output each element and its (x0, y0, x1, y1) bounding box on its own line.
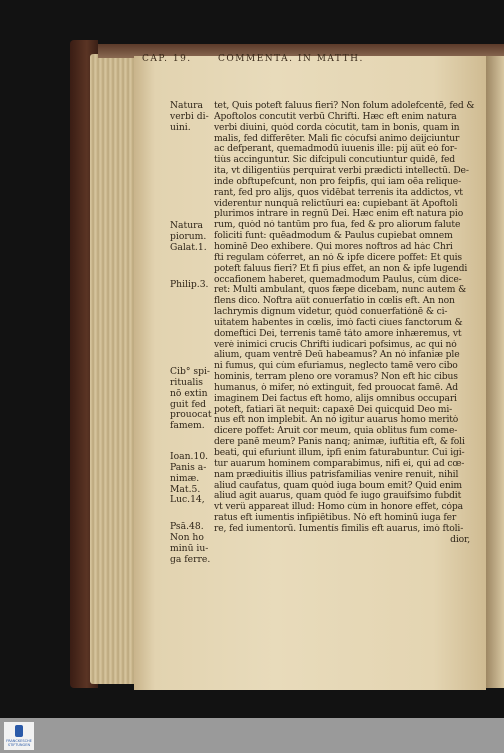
margin-line: Mat.5. (170, 483, 201, 495)
margin-line: verbi di- (170, 110, 209, 122)
text-line: rant, fed pro alijs, quos vidēbat terrenis ita addictos, vt (214, 187, 463, 198)
logo-line-1: FRANCKESCHE (6, 739, 32, 743)
running-header (142, 54, 386, 64)
text-line: alium, quam ventrē Deū habeamus? An nó infaniæ ple (214, 350, 460, 361)
library-logo (4, 722, 34, 750)
logo-line-2: STIFTUNGEN (7, 743, 31, 747)
text-line: ni fumus, qui cùm efuriamus, neglecto tamē vero cibo (214, 361, 458, 372)
page-edges (90, 54, 138, 684)
text-line: tiùs accinguntur. Sic difcipuli concutiuntur quidē, fed (214, 155, 455, 166)
margin-note (170, 101, 216, 134)
text-line: viderentur nunquā relictūuri ea: cupiebant a̅t Apoftoli (214, 198, 458, 209)
margin-line: piorum. (170, 230, 207, 242)
text-line: occafionem haberet, quemadmodum Paulus, cùm dice- (214, 274, 462, 285)
margin-line: Panis a- (170, 461, 207, 473)
text-line: poteft, fatiari a̅t nequit: capaxē Dei quicquid Deo mi- (214, 404, 453, 415)
text-line: inde obftupefcunt, non pro feipfis, qui iam oēa relique- (214, 176, 462, 187)
margin-line: Psā.48. (170, 521, 204, 532)
margin-line: Ioan.10. (170, 451, 209, 462)
margin-line: Galat.1. (170, 241, 207, 253)
text-line: poteft faluus fieri? Et fi pius effet, an non & ipfe lugendi (214, 263, 468, 274)
margin-line: guit fed (170, 398, 207, 410)
margin-line: famem. (170, 420, 205, 432)
margin-line: prouocat (170, 409, 212, 421)
text-line: domeftici Dei, terrenis tamē táto amore inhæremus, vt (214, 328, 462, 339)
library-logo-text (4, 739, 34, 747)
text-line: humanus, ò mifer, nó extinguit, fed prouocat famē. Ad (214, 382, 458, 393)
text-line: beati, qui efuriunt illum, ipfi enim faturabuntur. Cui igi- (214, 448, 465, 458)
text-line: vt verû appareat illud: Homo cùm in honore effet, cópa (214, 502, 463, 513)
margin-note (170, 280, 216, 291)
text-line: flens dico. Noftra au̅t conuerfatio in cœlis eft. An non (214, 296, 455, 307)
text-line: dior, (450, 534, 470, 545)
text-line: dere panē meum? Panis nanq; animæ, iuftitia eft, & foli (214, 437, 465, 448)
margin-line: Natura (170, 100, 203, 111)
text-line: tet, Quis poteft faluus fieri? Non folum adolefcentē, fed & (214, 101, 475, 111)
margin-line: Non ho (170, 531, 204, 543)
text-line: uitatem habentes in cœlis, imò facti ciues fanctorum & (214, 317, 463, 328)
margin-line: nō extin (170, 387, 208, 399)
page-right-edge (486, 56, 504, 688)
text-line: tur auarum hominem comparabimus, nifi ei, qui ad cœ- (214, 458, 465, 469)
margin-note (170, 367, 216, 432)
margin-note (170, 452, 216, 506)
margin-line: ritualis (170, 376, 204, 388)
margin-line: Philip.3. (170, 279, 209, 290)
text-line: ita, vt diligentiùs perquirat verbi prædicti intellectū. De- (214, 166, 469, 177)
text-line: verbi diuini, quòd corda còcutit, tam in bonis, quam in (214, 122, 460, 133)
text-line: nam prædiuitis illius patrisfamilias venire renuit, nihil (214, 469, 459, 480)
text-line: verè inimici crucis Chrifti iudicari pofsimus, ac qui nó (214, 339, 457, 350)
text-line: lachrymis dignum videtur, quòd conuerfatiónē & ci- (214, 307, 448, 318)
margin-note (170, 221, 216, 254)
text-line: rum, quòd nó tantūm pro fua, fed & pro aliorum falute (214, 220, 461, 231)
margin-note (170, 522, 216, 565)
margin-line: nimæ. (170, 472, 200, 484)
text-line: hominē Deo exhibere. Qui mores noftros ad hác Chri (214, 241, 453, 252)
chapter-label: CAP. 19. (142, 54, 192, 64)
viewer-footer-bar (0, 718, 504, 753)
margin-line: Cib° spi- (170, 366, 211, 377)
margin-line: minū iu- (170, 542, 209, 554)
text-line: nus eft non implebit. An nó igitur auarus homo meritò (214, 415, 459, 426)
library-logo-mark (15, 725, 23, 737)
text-line: hominis, terram pleno ore voramus? Non eft hic cibus (214, 372, 458, 383)
text-line: imaginem Dei factus eft homo, alijs omnibus occupari (214, 393, 457, 404)
margin-line: Natura (170, 220, 203, 231)
text-line: plurimos intrare in regnū Dei. Hæc enim eft natura pio (214, 209, 464, 220)
text-line: aliud caufatus, quam quòd iuga boum emit? Quid enim (214, 480, 462, 491)
text-line: foliciti funt: quēadmodum & Paulus cupiebat omnem (214, 231, 453, 242)
margin-line: ga ferre. (170, 553, 211, 565)
text-line: ac defperant, quemadmodū iuuenis ille: pij au̅t eò for- (214, 144, 457, 155)
margin-line: uini. (170, 121, 191, 133)
text-line: dicere poffet: Aruit cor meum, quia oblitus fum come- (214, 426, 458, 437)
text-line: ret: Multi ambulant, quos fæpe dicebam, nunc autem & (214, 285, 467, 296)
text-line: aliud agit auarus, quam quòd fe iugo grauifsimo fubdit (214, 491, 462, 502)
body-text (214, 101, 482, 546)
text-line: fti regulam cóferret, an nó & ipfe dicere poffet: Et quis (214, 252, 462, 263)
text-line: Apoftolos concutit verbū Chrifti. Hæc eft enim natura (214, 111, 457, 122)
text-line: malis, fed differēter. Mali fic cócufsi animo deijciuntur (214, 133, 460, 144)
text-line: ratus eft iumentis infipiētibus. Nò eft hominū iuga fer (214, 513, 457, 524)
text-line: re, fed iumentorū. Iumentís fimilis eft auarus, imò ftoli- (214, 523, 464, 534)
header-title: COMMENTA. IN MATTH. (218, 54, 364, 64)
margin-line: Luc.14, (170, 494, 205, 506)
